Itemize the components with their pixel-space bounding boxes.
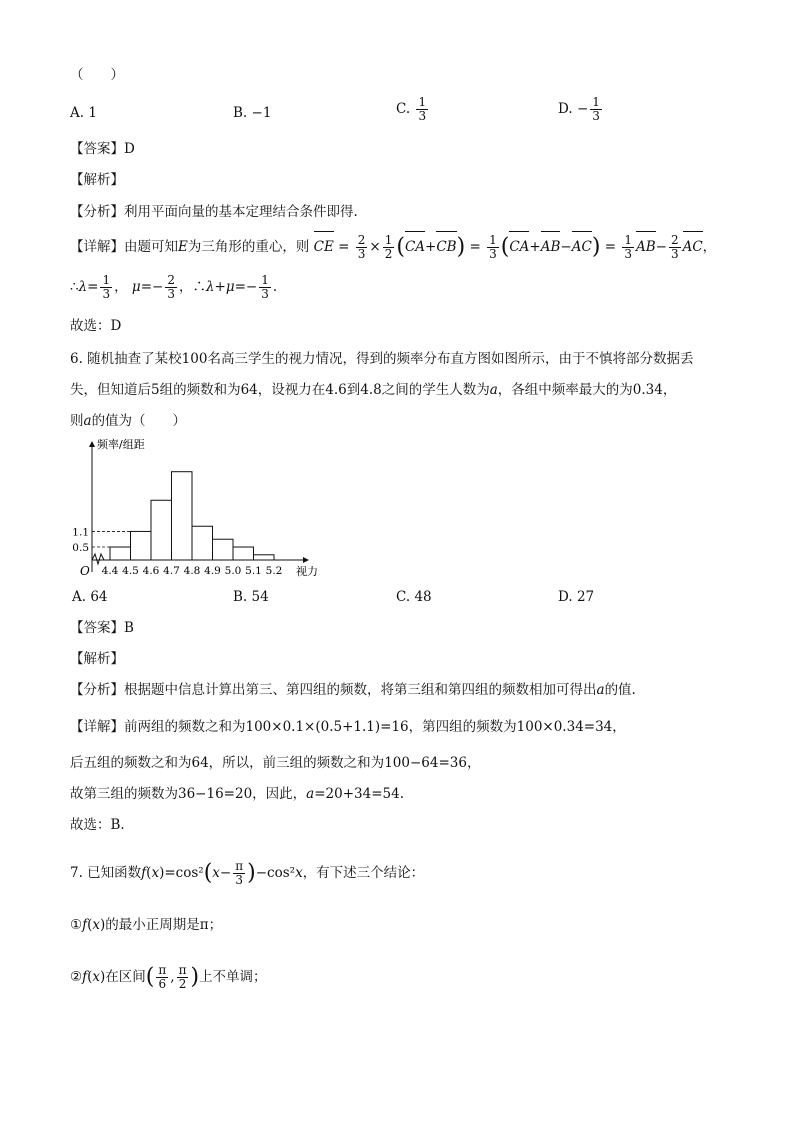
- q5-option-d: [558, 96, 604, 123]
- option-letter: D.: [558, 101, 577, 117]
- vector-ab: AB: [541, 236, 561, 258]
- variable-a: a: [306, 786, 315, 802]
- q5-option-c: [396, 96, 430, 123]
- open-paren: (: [396, 234, 405, 260]
- option-letter: C.: [396, 101, 415, 117]
- close-paren: ): [190, 964, 200, 990]
- stem-text: ，有下述三个结论：: [302, 865, 425, 881]
- option-letter: C.: [396, 589, 415, 605]
- fraction: [177, 964, 189, 991]
- close-paren: ): [100, 969, 106, 985]
- denominator: 3: [592, 109, 600, 123]
- fraction: [622, 234, 634, 261]
- vector-ac: AC: [683, 236, 703, 258]
- option-value: 1: [88, 105, 97, 121]
- function-f: f: [141, 865, 147, 881]
- option-letter: A.: [70, 105, 89, 121]
- cos-squared: cos²: [175, 865, 204, 881]
- option-sign: −: [576, 101, 589, 117]
- function-f: f: [82, 917, 88, 933]
- x-tick-label: 4.5: [122, 565, 139, 577]
- numerator: π: [178, 963, 187, 977]
- fraction: [669, 234, 681, 261]
- math-expression: 100×0.34=34: [516, 719, 613, 735]
- denominator: 3: [418, 109, 427, 123]
- y-tick-label: 1.1: [72, 526, 89, 539]
- minus-sign: −: [255, 865, 268, 881]
- option-letter: B.: [233, 105, 252, 121]
- close-paren: ): [100, 917, 106, 933]
- q6-stem-line1: 6. 随机抽查了某校100名高三学生的视力情况，得到的频率分布直方图如图所示，由于不慎将部分数据丢: [70, 351, 694, 367]
- denominator: 3: [357, 247, 366, 261]
- denominator: 2: [384, 247, 393, 261]
- denominator: 3: [624, 247, 632, 261]
- x-tick-label: 4.8: [183, 565, 201, 577]
- variable-a: a: [489, 382, 498, 398]
- q5-paren: （ ）: [70, 67, 124, 83]
- detail-text: 故第三组的频数为: [70, 786, 178, 802]
- fraction: [259, 274, 271, 301]
- option-letter: B.: [233, 589, 252, 605]
- variable-x: x: [92, 917, 101, 933]
- variable-a: a: [596, 682, 605, 698]
- fenxi-text: 利用平面向量的基本定理结合条件即得.: [124, 204, 358, 220]
- times-sign: ×: [369, 239, 381, 255]
- q5-answer: [70, 138, 135, 160]
- equals-sign: =: [469, 239, 481, 255]
- point-e: E: [178, 239, 188, 255]
- histogram-bar: [131, 531, 152, 560]
- q7-stem-line1: [70, 860, 424, 887]
- variable-x: x: [212, 865, 220, 881]
- q6-option-c: [396, 586, 432, 608]
- q6-detail-line2: [70, 752, 480, 774]
- option-letter: A.: [72, 589, 91, 605]
- denominator: 3: [261, 287, 269, 301]
- fraction: [383, 234, 395, 261]
- numerator: 2: [357, 233, 366, 247]
- numerator: 1: [624, 233, 632, 247]
- detail-text: .: [399, 786, 405, 802]
- detail-text: 由题可知: [124, 239, 178, 255]
- q6-fenxi: [70, 679, 636, 701]
- open-paren: (: [87, 917, 93, 933]
- fraction: [416, 96, 428, 123]
- math-expression: 36−16=20: [178, 786, 253, 802]
- y-tick-label: 0.5: [72, 542, 89, 555]
- variable-x: x: [151, 865, 160, 881]
- fenxi-tag: 【分析】: [70, 682, 124, 698]
- denominator: 3: [489, 247, 497, 261]
- answer-tag: 【答案】: [70, 141, 124, 157]
- comma: ，: [114, 279, 128, 295]
- x-tick-label: 4.9: [204, 565, 221, 577]
- stem-text: 的值为（ ）: [91, 413, 187, 429]
- fraction: [165, 274, 177, 301]
- detail-text: 前两组的频数之和为: [124, 719, 246, 735]
- stem-text: ，各组中频率最大的为0.34，: [497, 382, 677, 398]
- close-paren: ): [591, 234, 601, 260]
- histogram-bar: [172, 472, 193, 560]
- option-value: 27: [576, 589, 595, 605]
- plus-sign: +: [425, 239, 437, 255]
- q6-answer: [70, 617, 134, 639]
- denominator: 3: [235, 873, 243, 887]
- numerator: 2: [670, 233, 679, 247]
- stem-text: 失，但知道后5组的频数和为64，设视力在4.6到4.8之间的学生人数为: [70, 382, 490, 398]
- q5-fenxi: [70, 201, 358, 223]
- denominator: 3: [102, 287, 111, 301]
- fraction: [156, 964, 168, 991]
- origin-label: O: [80, 564, 90, 578]
- q6-stem-line2: [70, 379, 676, 401]
- math-expression: 100−64=36: [384, 755, 467, 771]
- axis-break: [92, 554, 104, 564]
- therefore-sign: ∴: [70, 279, 79, 295]
- minus-sign: −: [245, 279, 258, 295]
- detail-text: ，: [466, 755, 481, 771]
- q6-analysis-tag: 【解析】: [70, 651, 124, 667]
- q5-detail: [70, 234, 716, 261]
- stem-text: 7. 已知函数: [70, 865, 142, 881]
- x-tick-label: 5.1: [245, 565, 262, 577]
- fraction: [356, 234, 368, 261]
- histogram-bar: [213, 539, 234, 560]
- detail-text: ，第四组的频数为: [408, 719, 517, 735]
- denominator: 2: [178, 977, 187, 991]
- math-expression: =20+34=54: [314, 786, 400, 802]
- numerator: 1: [102, 273, 111, 287]
- close-paren: ): [159, 865, 165, 881]
- open-paren: (: [500, 234, 510, 260]
- fraction: [590, 96, 602, 123]
- circled-number: ①: [70, 917, 83, 933]
- numerator: π: [235, 859, 244, 873]
- mu: μ: [225, 279, 235, 295]
- lambda: λ: [78, 279, 88, 295]
- q7-conclusion-1: [70, 914, 222, 936]
- equals-sign: =: [604, 239, 617, 255]
- option-value: 48: [414, 589, 432, 605]
- open-paren: (: [146, 865, 152, 881]
- fraction: [100, 274, 112, 301]
- x-tick-label: 5.2: [265, 565, 283, 577]
- q5-option-a: [70, 102, 97, 124]
- variable-a: a: [83, 413, 92, 429]
- variable-x: x: [92, 969, 101, 985]
- fenxi-tag: 【分析】: [70, 204, 124, 220]
- numerator: 1: [261, 273, 269, 287]
- detail-text: ，因此，: [252, 786, 307, 802]
- x-axis-label: 视力: [296, 565, 318, 578]
- conclusion-text: 的最小正周期是: [105, 917, 200, 933]
- histogram-bar: [151, 500, 172, 560]
- therefore-sign: ∴: [192, 279, 206, 295]
- option-value: −1: [251, 105, 272, 121]
- function-f: f: [82, 969, 88, 985]
- histogram-bar: [110, 547, 131, 560]
- q6-option-a: [72, 586, 108, 608]
- q5-analysis-tag: 【解析】: [70, 172, 124, 188]
- q6-stem-line3: [70, 410, 186, 432]
- q5-result: [70, 274, 277, 301]
- lambda: λ: [205, 279, 215, 295]
- conclusion-text: 在区间: [105, 969, 146, 985]
- histogram-bar: [192, 526, 213, 560]
- answer-value: B: [124, 620, 134, 636]
- vector-ac: AC: [572, 236, 592, 258]
- comma: ，: [702, 239, 717, 255]
- fraction: [233, 860, 245, 887]
- comma: ，: [178, 279, 193, 295]
- numerator: 1: [384, 233, 393, 247]
- vector-ce: CE: [314, 236, 334, 258]
- option-value: 54: [251, 589, 269, 605]
- conclusion-text: ；: [208, 917, 223, 933]
- equals-sign: =: [87, 279, 99, 295]
- open-paren: (: [145, 964, 155, 990]
- denominator: 3: [167, 287, 175, 301]
- cos-squared: cos²: [267, 865, 296, 881]
- minus-sign: −: [655, 239, 667, 255]
- x-tick-label: 4.6: [142, 565, 160, 577]
- vector-cb: CB: [436, 236, 456, 258]
- vector-ca: CA: [405, 236, 425, 258]
- detail-text: 后五组的频数之和为64，所以，前三组的频数之和为: [70, 755, 385, 771]
- equals-sign: =: [338, 239, 350, 255]
- minus-sign: −: [152, 279, 164, 295]
- vector-ca: CA: [509, 236, 529, 258]
- open-paren: (: [87, 969, 93, 985]
- detail-text: ，: [612, 719, 626, 735]
- denominator: 3: [670, 247, 679, 261]
- math-expression: 100×0.1×(0.5+1.1)=16: [245, 719, 409, 735]
- x-tick-label: 5.0: [224, 565, 242, 577]
- q6-option-b: [233, 586, 269, 608]
- histogram-bar: [254, 555, 275, 560]
- plus-sign: +: [529, 239, 541, 255]
- minus-sign: −: [560, 239, 572, 255]
- option-letter: D.: [558, 589, 577, 605]
- detail-tag: 【详解】: [70, 239, 124, 255]
- circled-number: ②: [70, 969, 83, 985]
- numerator: π: [158, 963, 167, 977]
- q5-choose: 故选：D: [70, 318, 122, 334]
- minus-sign: −: [219, 865, 232, 881]
- numerator: 1: [489, 233, 497, 247]
- numerator: 1: [592, 95, 600, 109]
- conclusion-text: 上不单调；: [199, 969, 267, 985]
- q6-option-d: [558, 586, 594, 608]
- equals-sign: =: [140, 279, 152, 295]
- fraction: [487, 234, 499, 261]
- pi: π: [199, 917, 209, 933]
- answer-tag: 【答案】: [70, 620, 124, 636]
- q5-option-b: [233, 102, 271, 124]
- close-paren: ): [247, 860, 256, 886]
- q6-detail-line1: [70, 716, 626, 738]
- x-tick-label: 4.7: [163, 565, 180, 577]
- option-value: 64: [90, 589, 108, 605]
- variable-x: x: [295, 865, 303, 881]
- q7-conclusion-2: [70, 964, 267, 991]
- plus-sign: +: [214, 279, 226, 295]
- vector-ab: AB: [636, 236, 656, 258]
- histogram-bar: [233, 547, 254, 560]
- stem-text: 则: [70, 413, 84, 429]
- frequency-histogram: [70, 436, 330, 580]
- open-paren: (: [203, 860, 213, 886]
- denominator: 6: [158, 977, 167, 991]
- x-tick-label: 4.4: [101, 565, 119, 577]
- equals-sign: =: [164, 865, 176, 881]
- close-paren: ): [456, 234, 466, 260]
- comma: ,: [170, 969, 175, 985]
- period: .: [272, 279, 278, 295]
- equals-sign: =: [234, 279, 246, 295]
- detail-text: 为三角形的重心，则: [187, 239, 310, 255]
- y-axis-label: 频率/组距: [97, 438, 145, 451]
- fenxi-text: 的值.: [604, 682, 636, 698]
- fenxi-text: 根据题中信息计算出第三、第四组的频数，将第三组和第四组的频数相加可得出: [124, 682, 597, 698]
- mu: μ: [131, 279, 141, 295]
- detail-tag: 【详解】: [70, 719, 124, 735]
- q6-detail-line3: [70, 783, 404, 805]
- answer-value: D: [124, 141, 135, 157]
- numerator: 1: [418, 95, 427, 109]
- q6-choose: 故选：B.: [70, 817, 125, 833]
- numerator: 2: [167, 273, 175, 287]
